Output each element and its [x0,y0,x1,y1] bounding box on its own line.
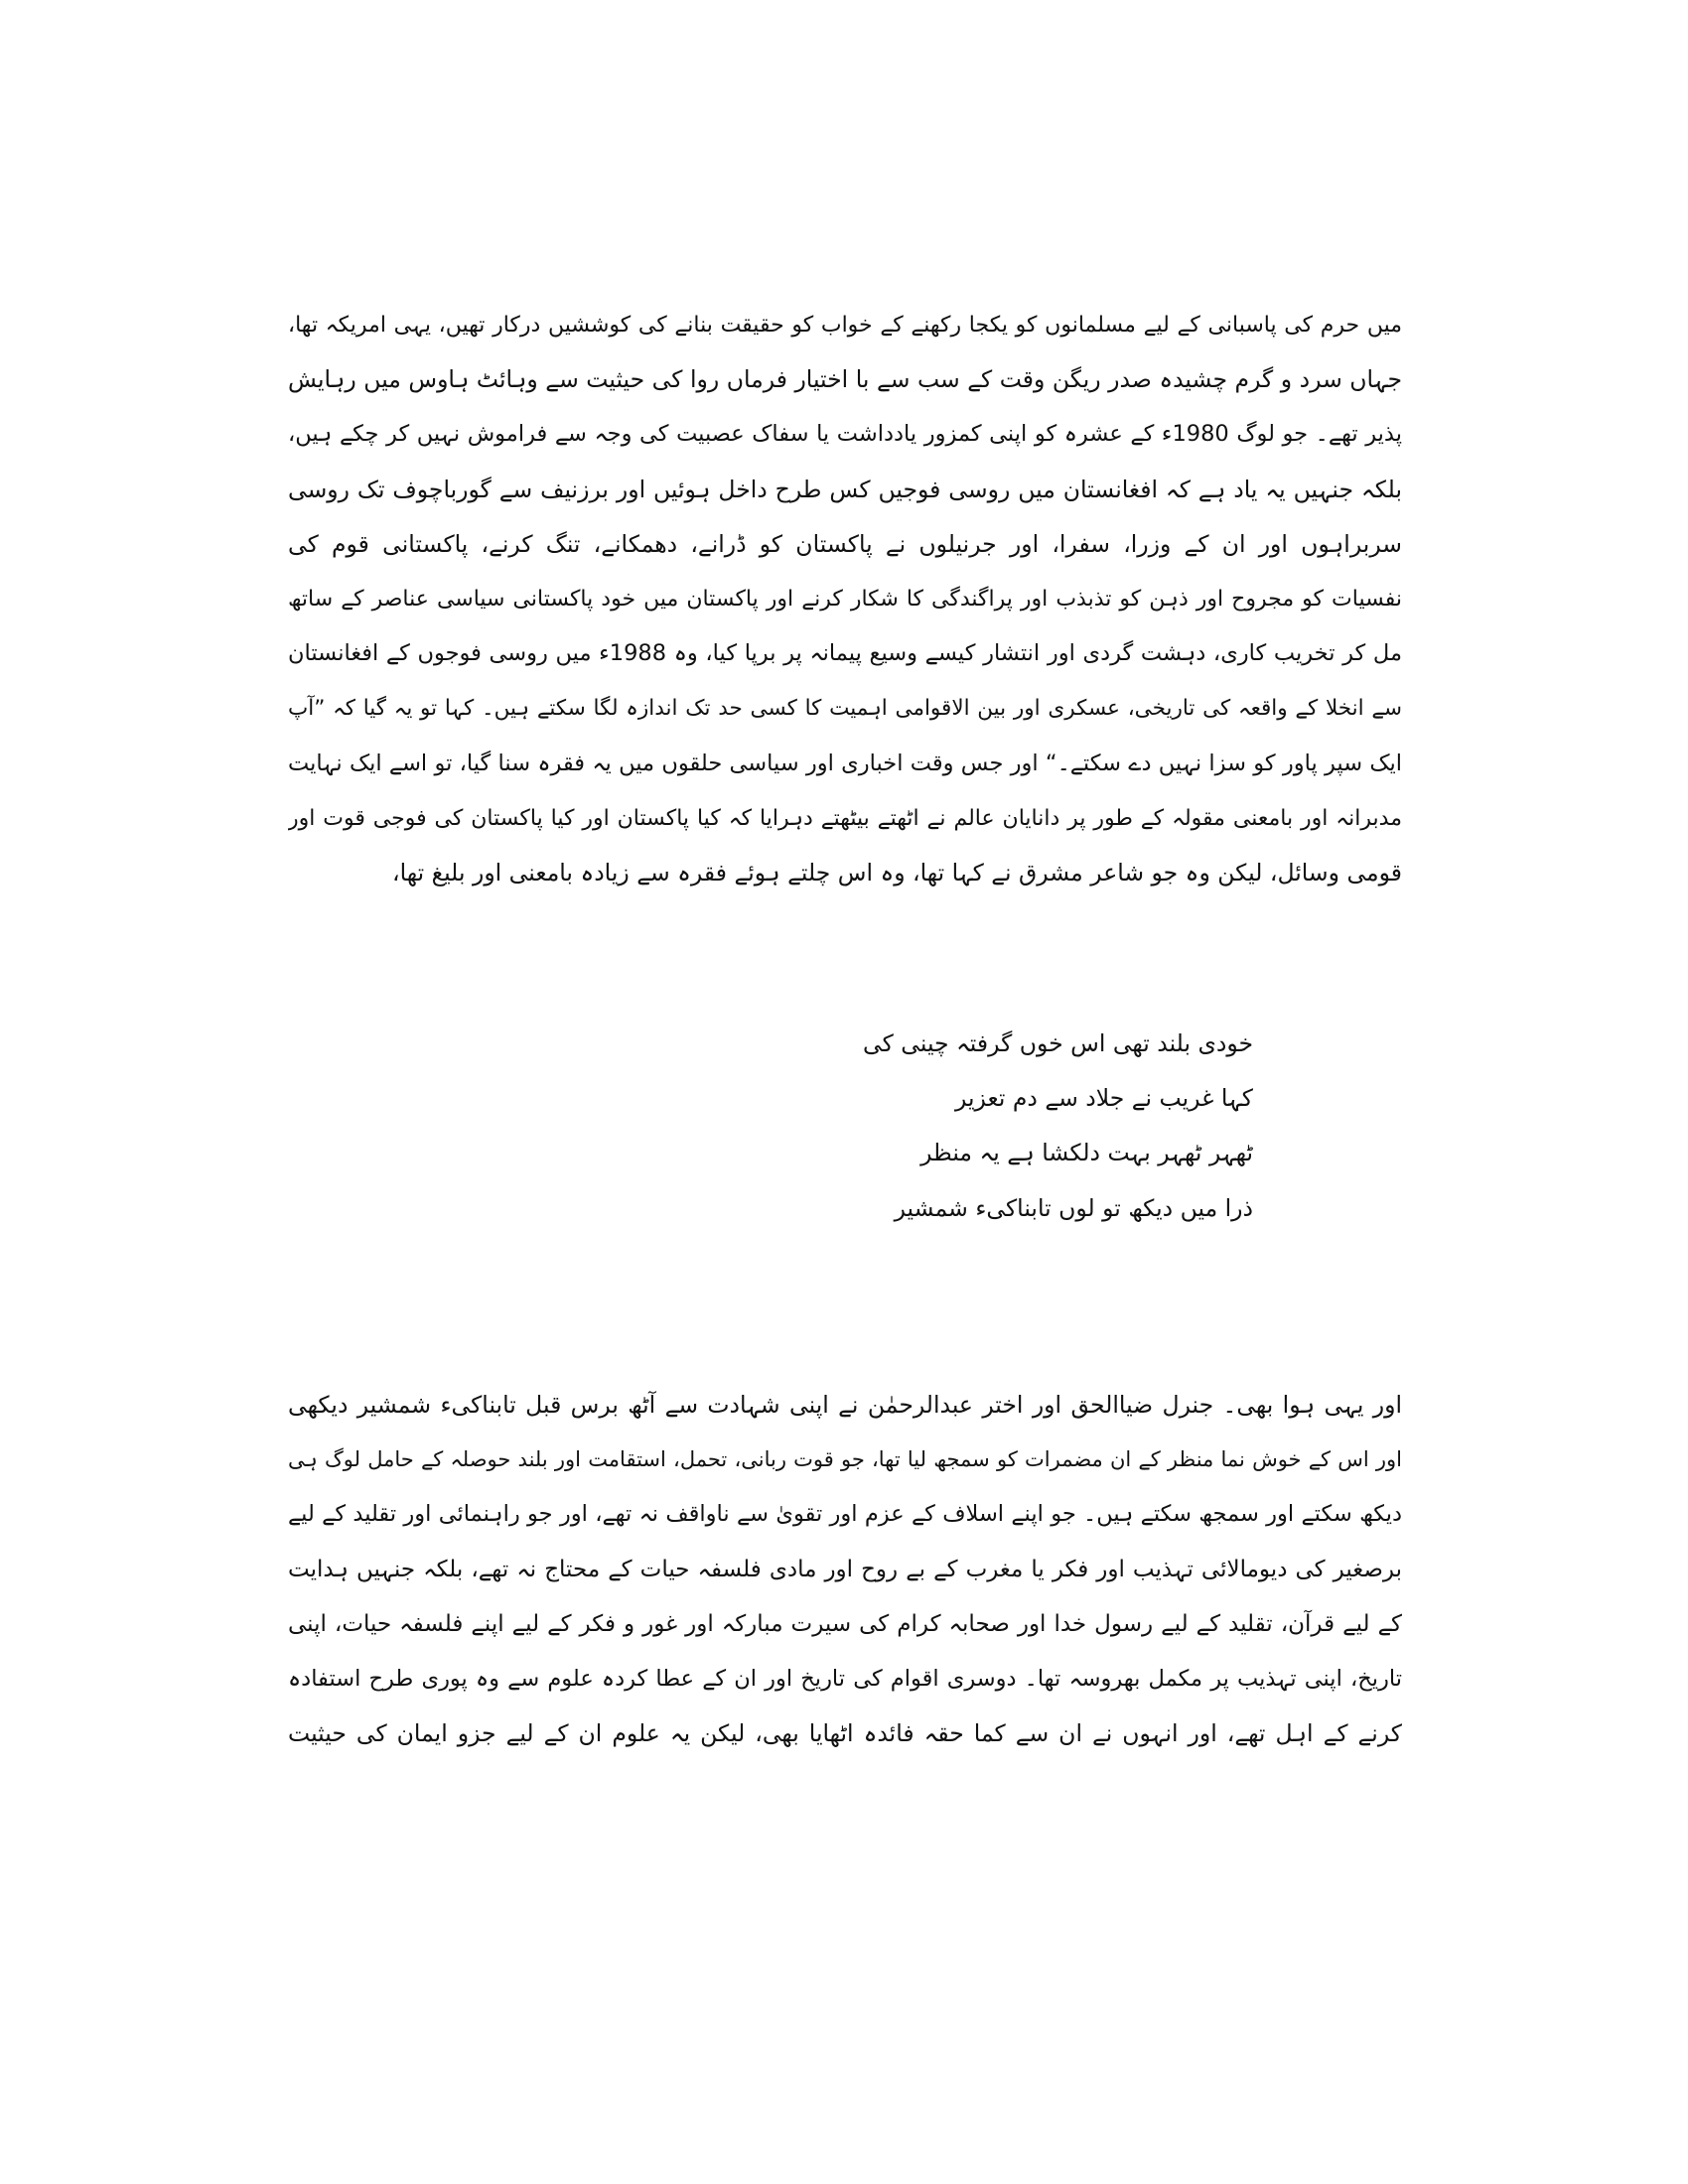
text-line: مدبرانہ اور بامعنی مقولہ کے طور پر دانایان عالم نے اٹھتے بیٹھتے دہرایا کہ کیا پاکستان اور کیا پاکستان کی فوجی قوت اور [288,805,1402,831]
text-line: جہاں سرد و گرم چشیدہ صدر ریگن وقت کے سب سے با اختیار فرماں روا کی حیثیت سے وہائٹ ہاوس میں رہایش [288,365,1402,394]
text-line: ایک سپر پاور کو سزا نہیں دے سکتے۔“ اور جس وقت اخباری اور سیاسی حلقوں میں یہ فقرہ سنا گیا، تو اسے ایک نہایت [288,750,1402,776]
paragraph-2 [288,1378,1402,1761]
text-line: اور اس کے خوش نما منظر کے ان مضمرات کو سمجھ لیا تھا، جو قوت ربانی، تحمل، استقامت اور بلند حوصلہ کے حامل لوگ ہی [288,1447,1402,1472]
text-line: نفسیات کو مجروح اور ذہن کو تذبذب اور پراگندگی کا شکار کرنے اور پاکستان میں خود پاکستانی سیاسی عناصر کے ساتھ [288,586,1402,612]
text-line: کرنے کے اہل تھے، اور انہوں نے ان سے کما حقہ فائدہ اٹھایا بھی، لیکن یہ علوم ان کے لیے جزو ایمان کی حیثیت [288,1719,1402,1748]
verse-line: ٹھہر ٹھہر بہت دلکشا ہے یہ منظر [920,1139,1253,1167]
verse-line: خودی بلند تھی اس خوں گرفتہ چینی کی [863,1029,1253,1057]
text-line: بلکہ جنہیں یہ یاد ہے کہ افغانستان میں روسی فوجیں کس طرح داخل ہوئیں اور برزنیف سے گورباچوف تک روسی [288,475,1402,503]
text-line: سربراہوں اور ان کے وزرا، سفرا، اور جرنیلوں نے پاکستان کو ڈرانے، دھمکانے، تنگ کرنے، پاکستانی قوم کی [288,529,1402,558]
text-line: مل کر تخریب کاری، دہشت گردی اور انتشار کیسے وسیع پیمانہ پر برپا کیا، وہ 1988ء میں روسی فوجوں کے افغانستان [288,640,1402,667]
text-line: میں حرم کی پاسبانی کے لیے مسلمانوں کو یکجا رکھنے کے خواب کو حقیقت بنانے کی کوششیں درکار تھیں، یہی امریکہ تھا، [288,313,1402,338]
text-line: اور یہی ہوا بھی۔ جنرل ضیاالحق اور اختر عبدالرحمٰن نے اپنی شہادت سے آٹھ برس قبل تابناکیء شمشیر دیکھی [288,1391,1402,1419]
paragraph-1 [288,298,1402,900]
text-line: سے انخلا کے واقعہ کی تاریخی، عسکری اور بین الاقوامی اہمیت کا کسی حد تک اندازہ لگا سکتے ہیں۔ کہا تو یہ گیا کہ ”آپ [288,696,1402,722]
text-line: پذیر تھے۔ جو لوگ 1980ء کے عشرہ کو اپنی کمزور یادداشت یا سفاک عصبیت کی وجہ سے فراموش نہیں کر چکے ہیں، [288,421,1402,448]
text-line: دیکھ سکتے اور سمجھ سکتے ہیں۔ جو اپنے اسلاف کے عزم اور تقویٰ سے ناواقف نہ تھے، اور جو راہنمائی اور تقلید کے لیے [288,1501,1402,1528]
verse-line: کہا غریب نے جلاد سے دم تعزیر [955,1084,1253,1113]
poetry-verse [288,1017,1402,1236]
verse-line: ذرا میں دیکھ تو لوں تابناکیء شمشیر [894,1193,1253,1222]
text-line: تاریخ، اپنی تہذیب پر مکمل بھروسہ تھا۔ دوسری اقوام کی تاریخ اور ان کے عطا کردہ علوم سے وہ پوری طرح استفادہ [288,1665,1402,1692]
text-line: کے لیے قرآن، تقلید کے لیے رسول خدا اور صحابہ کرام کی سیرت مبارکہ اور غور و فکر کے لیے اپنے فلسفہ حیات، اپنی [288,1610,1402,1637]
text-line: قومی وسائل، لیکن وہ جو شاعر مشرق نے کہا تھا، وہ اس چلتے ہوئے فقرہ سے زیادہ بامعنی اور بلیغ تھا، [392,858,1402,887]
text-line: برصغیر کی دیومالائی تہذیب اور فکر یا مغرب کے بے روح اور مادی فلسفہ حیات کے محتاج نہ تھے، بلکہ جنہیں ہدایت [288,1556,1402,1582]
